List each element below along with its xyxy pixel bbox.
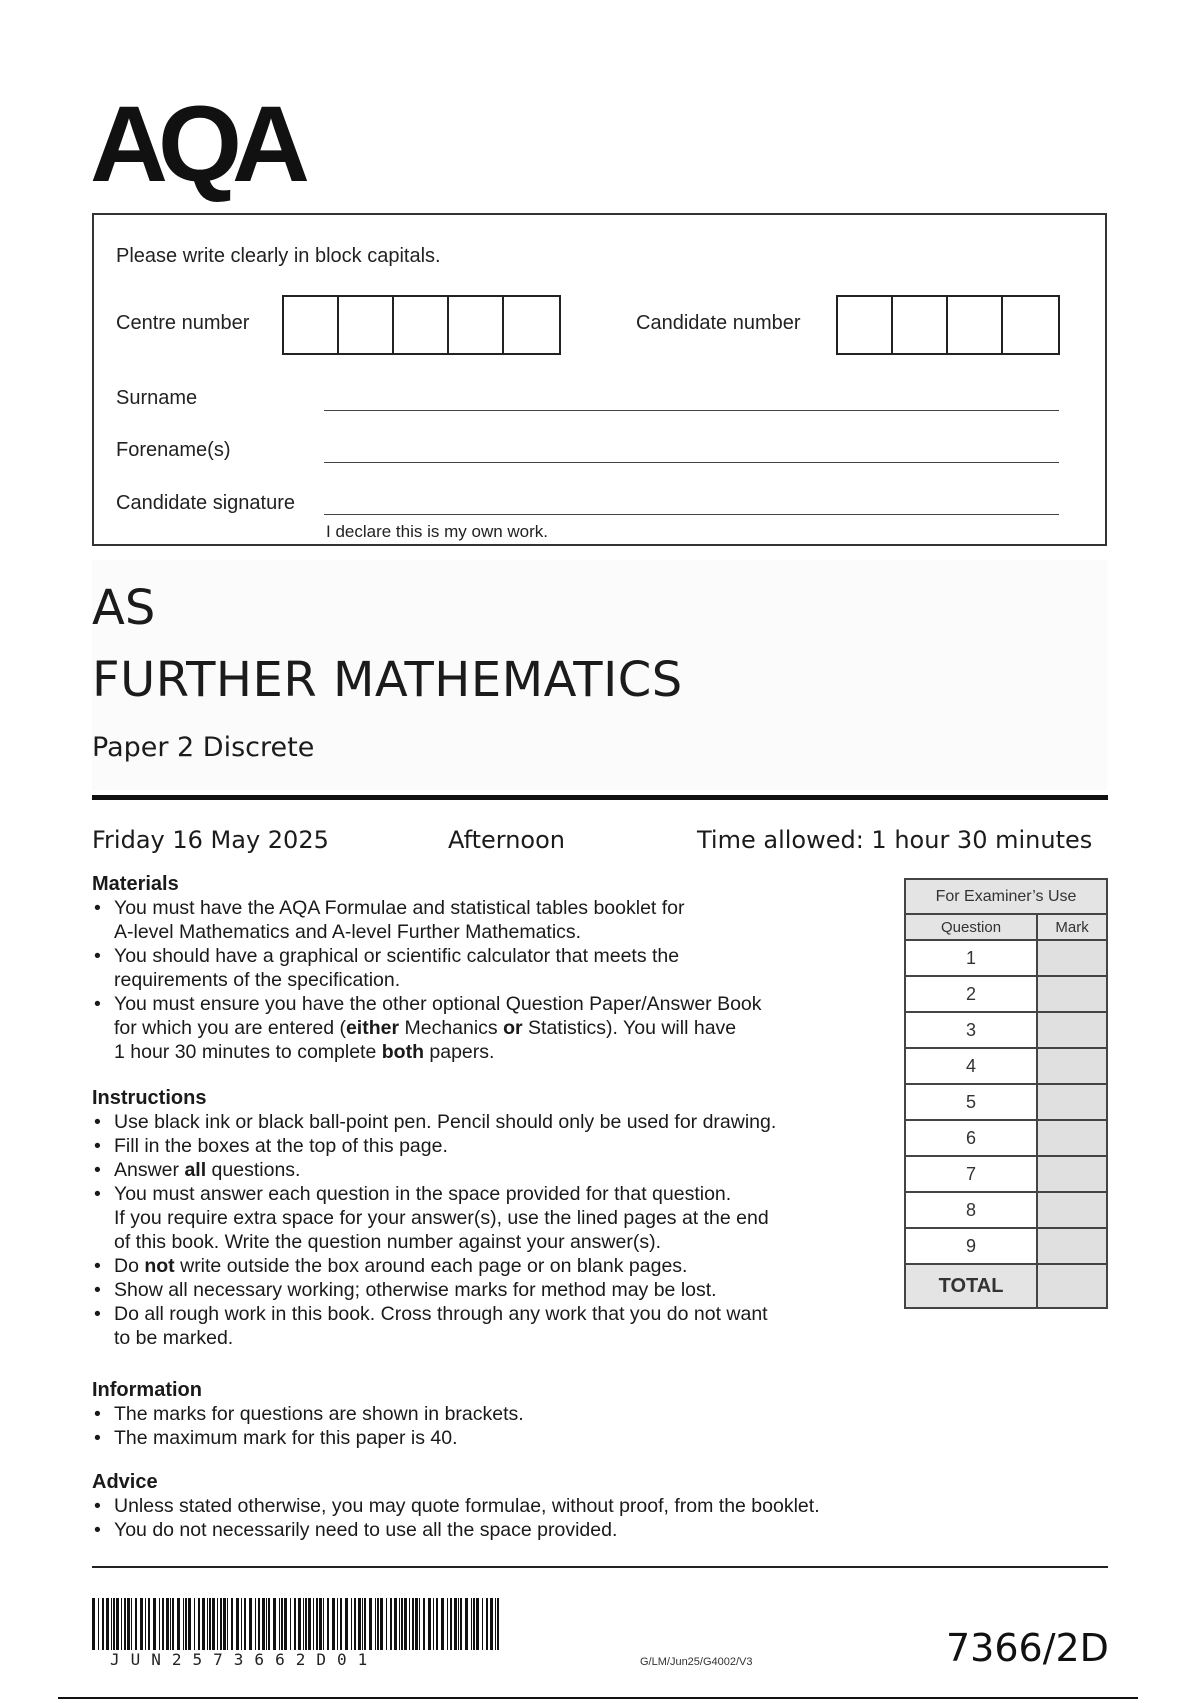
centre-number-boxes[interactable] (282, 295, 561, 355)
list-item: • Answer all questions. (92, 1158, 892, 1182)
centre-digit-box[interactable] (504, 297, 559, 353)
centre-number-label: Centre number (116, 312, 250, 334)
candidate-digit-box[interactable] (1003, 297, 1058, 353)
paper-code: 7366/2D (946, 1626, 1109, 1670)
centre-digit-box[interactable] (394, 297, 449, 353)
block-capitals-instruction: Please write clearly in block capitals. (116, 245, 441, 267)
table-row (905, 1120, 1107, 1156)
mark-cell (1037, 1048, 1107, 1084)
list-item: • Do all rough work in this book. Cross through any work that you do not want to be marked. (92, 1302, 892, 1350)
question-number: 4 (905, 1048, 1037, 1084)
list-item: • You should have a graphical or scientific calculator that meets the requirements of the specification. (92, 944, 892, 992)
question-column-header: Question (905, 914, 1037, 940)
forenames-label: Forename(s) (116, 439, 231, 461)
table-row (905, 1192, 1107, 1228)
mark-cell (1037, 1120, 1107, 1156)
question-number: 7 (905, 1156, 1037, 1192)
table-row (905, 1228, 1107, 1264)
list-item: • The marks for questions are shown in brackets. (92, 1402, 892, 1426)
table-row (905, 1012, 1107, 1048)
list-item: • Fill in the boxes at the top of this page. (92, 1134, 892, 1158)
list-item: • Show all necessary working; otherwise marks for method may be lost. (92, 1278, 892, 1302)
surname-field[interactable] (324, 410, 1059, 411)
question-number: 3 (905, 1012, 1037, 1048)
mark-cell (1037, 1156, 1107, 1192)
forenames-field[interactable] (324, 462, 1059, 463)
centre-digit-box[interactable] (449, 297, 504, 353)
table-row (905, 1156, 1107, 1192)
table-row (905, 1084, 1107, 1120)
list-item: • You do not necessarily need to use all the space provided. (92, 1518, 992, 1542)
mark-cell (1037, 1084, 1107, 1120)
candidate-digit-box[interactable] (838, 297, 893, 353)
list-item: • You must have the AQA Formulae and statistical tables booklet for A-level Mathematics and A-level Further Mathematics. (92, 896, 892, 944)
surname-label: Surname (116, 387, 198, 409)
table-row (905, 940, 1107, 976)
advice-section (92, 1470, 992, 1542)
signature-label: Candidate signature (116, 492, 296, 514)
list-item: • Unless stated otherwise, you may quote formulae, without proof, from the booklet. (92, 1494, 992, 1518)
document-reference: G/LM/Jun25/G4002/V3 (640, 1656, 753, 1668)
examiners-use-table (904, 878, 1108, 1309)
candidate-details-box (92, 213, 1107, 546)
declaration-text: I declare this is my own work. (326, 522, 549, 541)
signature-field[interactable] (324, 514, 1059, 515)
exam-date: Friday 16 May 2025 (92, 826, 329, 854)
list-item: • Use black ink or black ball-point pen. Pencil should only be used for drawing. (92, 1110, 892, 1134)
instructions-heading: Instructions (92, 1087, 207, 1109)
advice-heading: Advice (92, 1471, 158, 1493)
table-row (905, 1048, 1107, 1084)
barcode-text: JUN2573662D01 (110, 1650, 379, 1669)
list-item: • The maximum mark for this paper is 40. (92, 1426, 892, 1450)
materials-heading: Materials (92, 873, 179, 895)
centre-digit-box[interactable] (284, 297, 339, 353)
information-section (92, 1378, 892, 1450)
candidate-number-boxes[interactable] (836, 295, 1060, 355)
total-row (905, 1264, 1107, 1308)
time-allowed: Time allowed: 1 hour 30 minutes (697, 826, 1093, 854)
qualification-level: AS (92, 580, 156, 636)
list-item: • You must ensure you have the other optional Question Paper/Answer Book for which you are entered (either Mechanics or Statistics). You will have 1 hour 30 minutes to complete both papers. (92, 992, 892, 1064)
aqa-logo: AQA (90, 83, 300, 204)
question-number: 8 (905, 1192, 1037, 1228)
information-heading: Information (92, 1379, 202, 1401)
total-mark-cell (1037, 1264, 1107, 1308)
mark-cell (1037, 1228, 1107, 1264)
list-item: • You must answer each question in the space provided for that question. If you require extra space for your answer(s), use the lined pages at the end of this book. Write the question number against your answer(s). (92, 1182, 892, 1254)
candidate-number-label: Candidate number (636, 312, 801, 334)
mark-cell (1037, 940, 1107, 976)
candidate-digit-box[interactable] (948, 297, 1003, 353)
total-label: TOTAL (905, 1264, 1037, 1308)
question-number: 1 (905, 940, 1037, 976)
question-number: 5 (905, 1084, 1037, 1120)
mark-cell (1037, 1012, 1107, 1048)
page-bottom-rule (58, 1697, 1138, 1699)
exam-session: Afternoon (448, 826, 565, 854)
question-number: 9 (905, 1228, 1037, 1264)
question-number: 2 (905, 976, 1037, 1012)
mark-cell (1037, 1192, 1107, 1228)
paper-title: Paper 2 Discrete (92, 732, 315, 763)
footer-divider (92, 1566, 1108, 1568)
subject-title: FURTHER MATHEMATICS (92, 652, 683, 708)
mark-column-header: Mark (1037, 914, 1107, 940)
list-item: • Do not write outside the box around each page or on blank pages. (92, 1254, 892, 1278)
candidate-digit-box[interactable] (893, 297, 948, 353)
mark-cell (1037, 976, 1107, 1012)
instructions-section (92, 1086, 892, 1350)
examiners-use-heading: For Examiner’s Use (905, 879, 1107, 914)
question-number: 6 (905, 1120, 1037, 1156)
materials-section (92, 872, 892, 1064)
centre-digit-box[interactable] (339, 297, 394, 353)
title-divider (92, 795, 1108, 800)
barcode-icon (92, 1598, 502, 1650)
table-row (905, 976, 1107, 1012)
